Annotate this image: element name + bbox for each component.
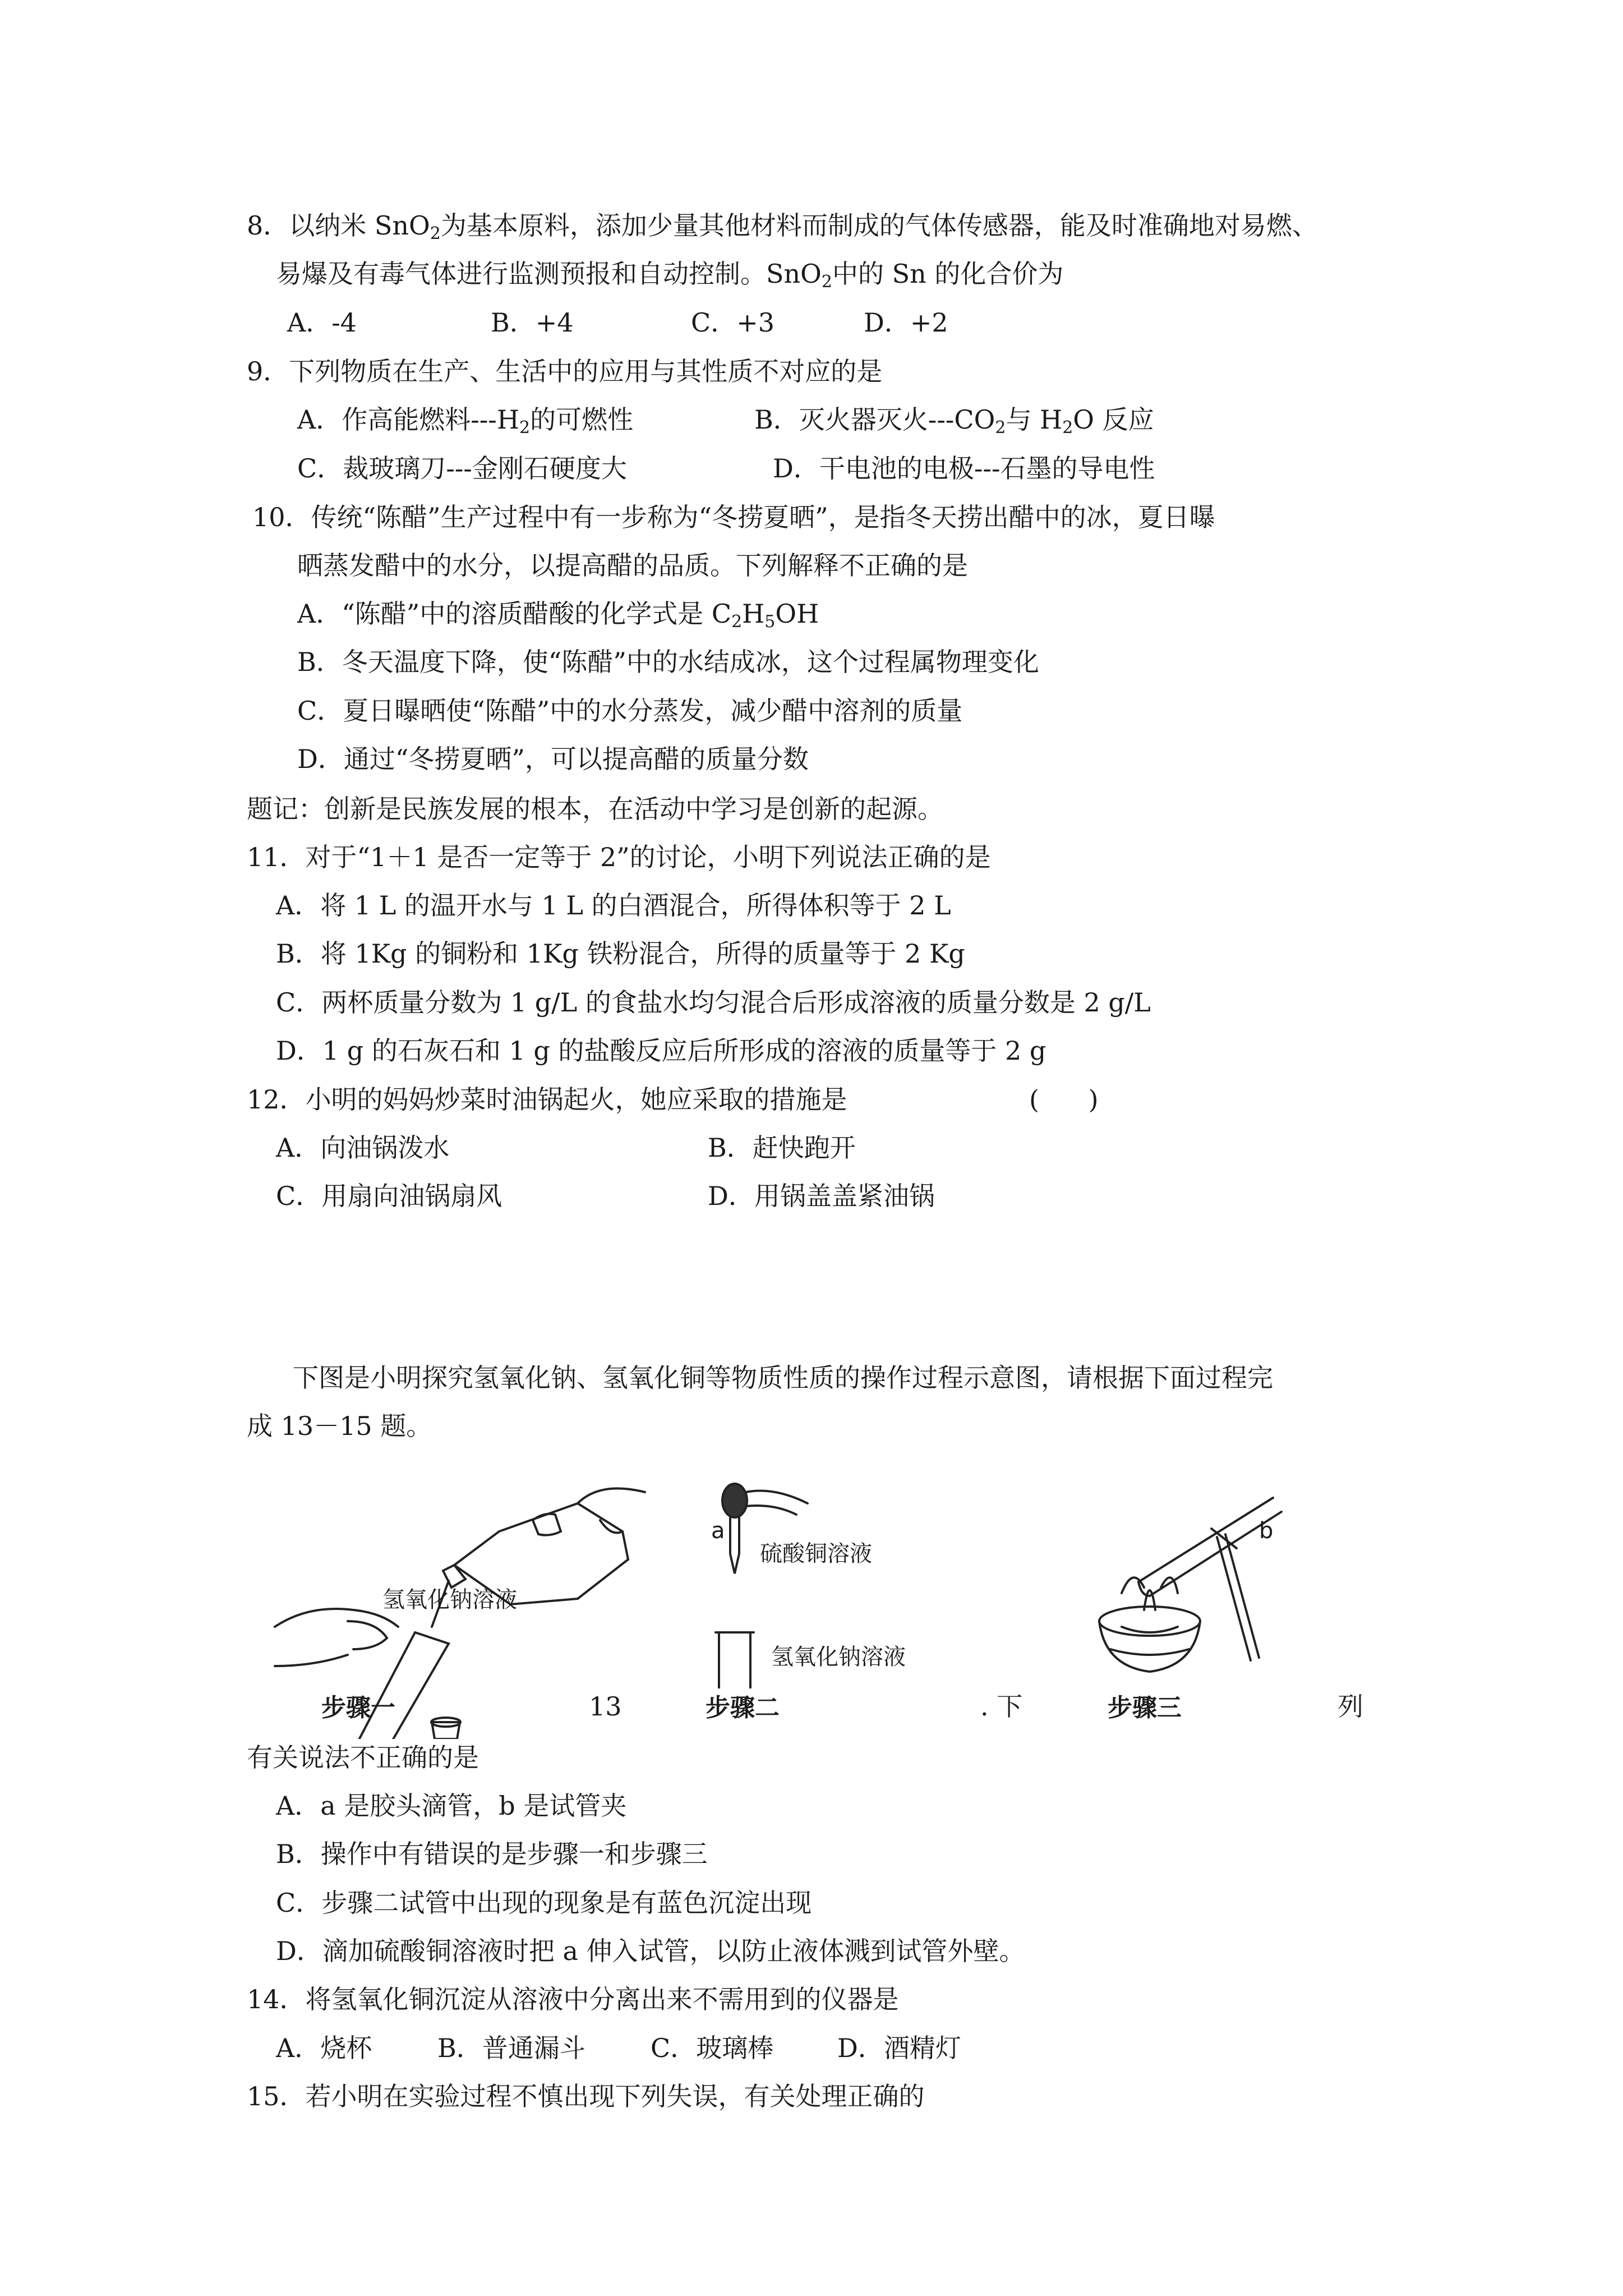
step3-label: 步骤三	[1108, 1694, 1182, 1722]
q14-option-d: D．酒精灯	[837, 2033, 961, 2063]
q11-option-c: C．两杯质量分数为 1 g/L 的食盐水均匀混合后形成溶液的质量分数是 2 g/L	[276, 987, 1151, 1018]
q13-option-c: C．步骤二试管中出现的现象是有蓝色沉淀出现	[276, 1888, 812, 1918]
dropper-a-label: a	[711, 1518, 725, 1544]
q11-option-d: D．1 g 的石灰石和 1 g 的盐酸反应后所形成的溶液的质量等于 2 g	[276, 1036, 1046, 1066]
q13-lie: 列	[1338, 1691, 1363, 1722]
q8-option-d: D．+2	[864, 307, 948, 338]
q10-option-a: A．“陈醋”中的溶质醋酸的化学式是 $C_2H_5OH$	[297, 599, 819, 632]
q10-option-d: D．通过“冬捞夏晒”，可以提高醋的质量分数	[297, 744, 809, 774]
q11-option-b: B．将 1Kg 的铜粉和 1Kg 铁粉混合，所得的质量等于 2 Kg	[276, 938, 965, 969]
q12-option-c: C．用扇向油锅扇风	[276, 1181, 502, 1211]
q12-option-d: D．用锅盖盖紧油锅	[708, 1181, 935, 1211]
q8-option-b: B．+4	[491, 307, 574, 338]
q14-option-c: C．玻璃棒	[651, 2033, 774, 2063]
q11-option-a: A．将 1 L 的温开水与 1 L 的白酒混合，所得体积等于 2 L	[276, 890, 951, 921]
q13-option-b: B．操作中有错误的是步骤一和步骤三	[276, 1839, 708, 1869]
q13-number: 13	[589, 1691, 622, 1722]
naoh-solution-label-step1: 氢氧化钠溶液	[382, 1587, 517, 1613]
q12-stem: 12．小明的妈妈炒菜时油锅起火，她应采取的措施是	[247, 1084, 847, 1115]
q12-option-b: B．赶快跑开	[708, 1133, 856, 1163]
q9-option-d: D．干电池的电极---石墨的导电性	[773, 453, 1155, 484]
q8-line1: 8．以纳米 SnO$_2$为基本原料，添加少量其他材料而制成的气体传感器，能及时准确地对易燃、	[247, 210, 1318, 243]
q12-answer-bracket: ( )	[1029, 1084, 1099, 1115]
step3-illustration	[1088, 1481, 1312, 1688]
q9-option-a: A．作高能燃料$---H_2$的可燃性	[297, 404, 634, 438]
q13-option-d: D．滴加硫酸铜溶液时把 a 伸入试管，以防止液体溅到试管外壁。	[276, 1936, 1025, 1966]
q9-option-c: C．裁玻璃刀---金刚石硬度大	[297, 453, 627, 484]
intro-line2: 成 13－15 题。	[247, 1411, 432, 1441]
clamp-b-label: b	[1259, 1518, 1274, 1544]
q8-line2: 易爆及有毒气体进行监测预报和自动控制。SnO$_2$中的 Sn 的化合价为	[276, 259, 1064, 292]
step1-label: 步骤一	[321, 1694, 395, 1722]
q10-option-c: C．夏日曝晒使“陈醋”中的水分蒸发，减少醋中溶剂的质量	[297, 696, 963, 726]
q8-option-c: C．+3	[691, 307, 775, 338]
intro-line1: 下图是小明探究氢氧化钠、氢氧化铜等物质性质的操作过程示意图，请根据下面过程完	[293, 1363, 1273, 1393]
q14-option-a: A．烧杯	[276, 2033, 372, 2063]
q14-stem: 14．将氢氧化铜沉淀从溶液中分离出来不需用到的仪器是	[247, 1984, 899, 2014]
motto: 题记：创新是民族发展的根本，在活动中学习是创新的起源。	[247, 794, 943, 824]
q14-option-b: B．普通漏斗	[437, 2033, 585, 2063]
q8-option-a: A．-4	[287, 307, 357, 338]
naoh-solution-label-step2: 氢氧化钠溶液	[771, 1644, 906, 1670]
q15-stem: 15．若小明在实验过程不慎出现下列失误，有关处理正确的	[247, 2081, 925, 2111]
q9-stem: 9．下列物质在生产、生活中的应用与其性质不对应的是	[247, 356, 883, 386]
q11-stem: 11．对于“1＋1 是否一定等于 2”的讨论，小明下列说法正确的是	[247, 842, 991, 872]
q10-option-b: B．冬天温度下降，使“陈醋”中的水结成冰，这个过程属物理变化	[297, 647, 1039, 677]
q9-option-b: B．灭火器灭火$---CO_2$与 $H_2O$ 反应	[754, 404, 1154, 438]
copper-sulfate-label: 硫酸铜溶液	[760, 1541, 872, 1567]
q10-line1: 10．传统“陈醋”生产过程中有一步称为“冬捞夏晒”，是指冬天捞出醋中的冰，夏日曝	[252, 502, 1215, 532]
q13-option-a: A．a 是胶头滴管，b 是试管夹	[276, 1791, 627, 1821]
q12-option-a: A．向油锅泼水	[276, 1133, 450, 1163]
q13-stem: 有关说法不正确的是	[247, 1742, 479, 1773]
q13-dot-xia: . 下	[980, 1691, 1023, 1722]
q10-line2: 晒蒸发醋中的水分，以提高醋的品质。下列解释不正确的是	[297, 550, 968, 581]
step2-label: 步骤二	[706, 1694, 780, 1722]
